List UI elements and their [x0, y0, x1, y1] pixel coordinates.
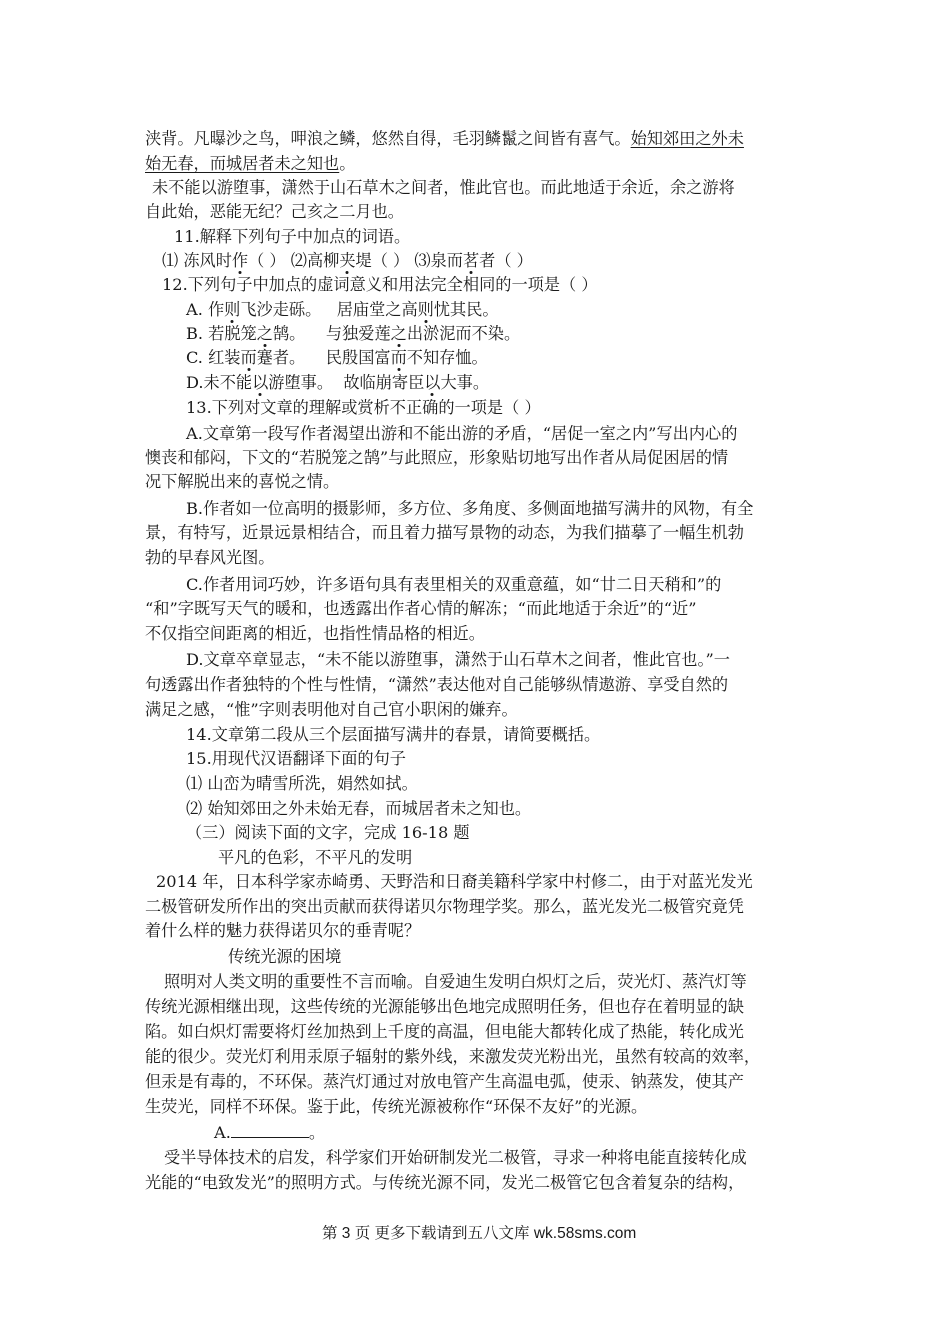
question-15-item-1: ⑴ 山峦为晴雪所洗，娟然如拭。 — [186, 774, 418, 793]
question-13-c-line: 不仅指空间距离的相近，也指性情品格的相近。 — [145, 624, 485, 643]
dotted-word: 茗 — [462, 251, 480, 270]
para1-line: 传统光源相继出现，这些传统的光源能够出色地完成照明任务，但也存在着明显的缺 — [145, 997, 744, 1016]
question-12-title: 12.下列句子中加点的虚词意义和用法完全相同的一项是（ ） — [162, 275, 598, 294]
passage-line-3: 未不能以游堕事，潇然于山石草木之间者，惟此官也。而此地适于余近，余之游将 — [152, 178, 735, 197]
question-13-a-line: A.文章第一段写作者渴望出游和不能出游的矛盾，“居促一室之内”写出内心的 — [186, 424, 738, 443]
article-subtitle: 传统光源的困境 — [228, 947, 342, 966]
question-12-option-a: A. 作则飞沙走砾。 居庙堂之高则忧其民。 — [186, 300, 499, 319]
dotted-word: 夹 — [339, 251, 356, 270]
passage-line-1 — [145, 127, 744, 151]
question-12-option-b: B. 若脱笼之鹄。 与独爱莲之出淤泥而不染。 — [186, 324, 521, 343]
para1-line: 照明对人类文明的重要性不言而喻。自爱迪生发明白炽灯之后，荧光灯、蒸汽灯等 — [164, 972, 747, 991]
question-12-option-c: C. 红装而蹇者。 民殷国富而不知存恤。 — [186, 348, 488, 367]
question-15-title: 15.用现代汉语翻译下面的句子 — [186, 749, 406, 768]
underlined-text: 始无春，而城居者未之知也 — [145, 154, 340, 173]
question-13-d-line: 满足之感，“惟”字则表明他对自己官小职闲的嫌弃。 — [145, 700, 518, 719]
question-13-d-line: D.文章卒章显志，“未不能以游堕事，潇然于山石草木之间者，惟此官也。”一 — [186, 650, 730, 669]
question-13-d-line: 句透露出作者独特的个性与性情，“潇然”表达他对自己能够纵情遨游、享受自然的 — [145, 675, 729, 694]
question-12-option-d: D.未不能以游堕事。 故临崩寄臣以大事。 — [186, 373, 490, 392]
question-13-title: 13.下列对文章的理解或赏析不正确的一项是（ ） — [186, 398, 541, 417]
para2-line: 受半导体技术的启发，科学家们开始研制发光二极管，寻求一种将电能直接转化成 — [164, 1148, 747, 1167]
text: 浃背。凡曝沙之鸟，呷浪之鳞，悠然自得，毛羽鳞鬣之间皆有喜气。 — [145, 129, 631, 148]
dotted-word: 作 — [231, 251, 249, 270]
question-13-c-line: “和”字既写天气的暖和，也透露出作者心情的解冻；“而此地适于余近”的“近” — [145, 599, 697, 618]
question-11-title: 11.解释下列句子中加点的词语。 — [174, 227, 411, 246]
section-3-heading: （三）阅读下面的文字，完成 16-18 题 — [186, 823, 470, 842]
intro-line: 2014 年，日本科学家赤崎勇、天野浩和日裔美籍科学家中村修二，由于对蓝光发光 — [156, 872, 753, 891]
question-14: 14.文章第二段从三个层面描写满井的春景，请简要概括。 — [186, 725, 601, 744]
question-13-b-line: B.作者如一位高明的摄影师，多方位、多角度、多侧面地描写满井的风物，有全 — [186, 499, 754, 518]
question-13-b-line: 景，有特写，近景远景相结合，而且着力描写景物的动态，为我们描摹了一幅生机勃 — [145, 523, 744, 542]
underlined-text: 始知郊田之外未 — [630, 129, 744, 148]
question-15-item-2: ⑵ 始知郊田之外未始无春，而城居者未之知也。 — [186, 799, 532, 818]
answer-blank — [231, 1120, 309, 1138]
question-13-a-line: 况下解脱出来的喜悦之情。 — [145, 472, 340, 491]
passage-line-2: 始无春，而城居者未之知也。 — [145, 154, 356, 173]
para1-line: 能的很少。荧光灯利用汞原子辐射的紫外线，来激发荧光粉出光，虽然有较高的效率， — [145, 1047, 761, 1066]
para2-line: 光能的“电致发光”的照明方式。与传统光源不同，发光二极管它包含着复杂的结构， — [145, 1173, 745, 1192]
question-13-a-line: 懊丧和郁闷，下文的“若脱笼之鹄”与此照应，形象贴切地写出作者从局促困居的情 — [145, 448, 729, 467]
intro-line: 着什么样的魅力获得诺贝尔的垂青呢？ — [145, 921, 421, 940]
question-13-c-line: C.作者用词巧妙，许多语句具有表里相关的双重意蕴，如“廿二日天稍和”的 — [186, 575, 722, 594]
page-footer: 第 3 页 更多下载请到五八文库 wk.58sms.com — [322, 1225, 637, 1242]
article-title: 平凡的色彩，不平凡的发明 — [218, 848, 413, 867]
passage-line-4: 自此始，恶能无纪？己亥之二月也。 — [145, 202, 404, 221]
fill-blank-a: A. 。 — [214, 1120, 325, 1144]
para1-line: 生荧光，同样不环保。鉴于此，传统光源被称作“环保不友好”的光源。 — [145, 1097, 648, 1116]
para1-line: 但汞是有毒的，不环保。蒸汽灯通过对放电管产生高温电弧，使汞、钠蒸发，使其产 — [145, 1072, 744, 1091]
question-13-b-line: 勃的早春风光图。 — [145, 548, 275, 567]
intro-line: 二极管研发所作出的突出贡献而获得诺贝尔物理学奖。那么，蓝光发光二极管究竟凭 — [145, 897, 744, 916]
para1-line: 陷。如白炽灯需要将灯丝加热到上千度的高温，但电能大都转化成了热能，转化成光 — [145, 1022, 744, 1041]
question-11-items: ⑴ 冻风时作（ ） ⑵高柳夹堤（ ） ⑶泉而茗者（ ） — [162, 251, 533, 270]
